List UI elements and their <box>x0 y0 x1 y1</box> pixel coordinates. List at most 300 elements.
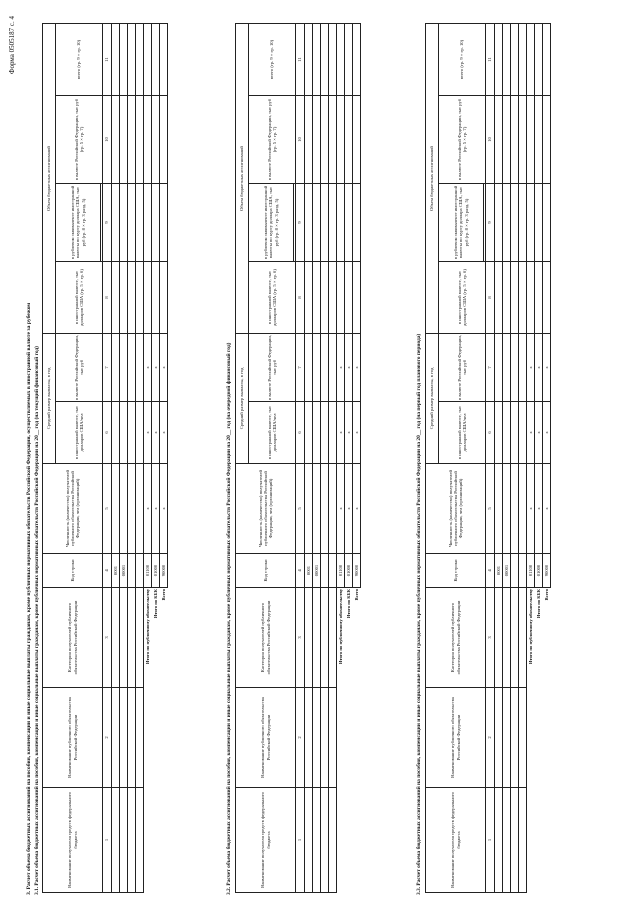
input-cell[interactable] <box>495 262 503 334</box>
input-cell[interactable] <box>535 262 543 334</box>
input-cell[interactable] <box>321 688 329 788</box>
input-cell[interactable] <box>136 96 144 184</box>
input-cell[interactable] <box>321 464 329 554</box>
input-cell[interactable] <box>136 334 144 402</box>
x-cell: x <box>543 464 551 554</box>
input-cell[interactable] <box>160 262 168 334</box>
col-number: 5 <box>296 464 305 554</box>
col-header: Наименование получателя средств федерального бюджета <box>426 788 486 893</box>
col-number: 8 <box>296 262 305 334</box>
row-code: 00001 <box>503 554 511 588</box>
total-label: Всего <box>543 589 549 601</box>
input-cell[interactable] <box>503 184 511 262</box>
x-cell: x <box>160 464 168 554</box>
input-cell[interactable] <box>136 464 144 554</box>
input-cell[interactable] <box>128 402 136 464</box>
total-code: 01000 <box>152 554 160 588</box>
x-cell: x <box>543 402 551 464</box>
input-cell[interactable] <box>495 688 503 788</box>
col-number: 8 <box>103 262 112 334</box>
col-header: в валюте Российской Федерации, тыс руб <box>249 334 296 402</box>
input-cell[interactable] <box>519 688 527 788</box>
input-cell[interactable] <box>329 24 337 96</box>
input-cell[interactable] <box>305 96 313 184</box>
col-number: 3 <box>296 588 305 688</box>
input-cell[interactable] <box>136 402 144 464</box>
input-cell[interactable] <box>128 334 136 402</box>
col-header: всего (гр. 9 + гр. 10) <box>56 24 103 96</box>
input-cell[interactable] <box>511 588 519 688</box>
x-cell: x <box>345 402 353 464</box>
input-cell[interactable] <box>152 262 160 334</box>
form-number: Форма 0505187 с. 4 <box>8 16 16 75</box>
input-cell[interactable] <box>503 402 511 464</box>
total-code: 01000 <box>535 554 543 588</box>
input-cell[interactable] <box>535 24 543 96</box>
input-cell[interactable] <box>128 464 136 554</box>
x-cell: x <box>337 334 345 402</box>
input-cell[interactable] <box>495 334 503 402</box>
col-number: 9 <box>103 184 112 262</box>
col-number: 10 <box>103 96 112 184</box>
col-header: Наименование получателя средств федерального бюджета <box>43 788 103 893</box>
blank-cell <box>345 788 353 893</box>
total-label: Итого по публичному обязательству <box>528 589 534 665</box>
blank-cell <box>144 688 152 788</box>
col-header: Наименование публичного обязательства Российской Федерации <box>236 688 296 788</box>
col-number: 11 <box>103 24 112 96</box>
input-cell[interactable] <box>305 24 313 96</box>
input-cell[interactable] <box>136 788 144 893</box>
x-cell: x <box>353 402 361 464</box>
x-cell: x <box>160 334 168 402</box>
col-number: 4 <box>296 554 305 588</box>
input-cell[interactable] <box>305 184 313 262</box>
input-cell[interactable] <box>503 334 511 402</box>
col-header: в иностранной валюте, тыс долларов США (гр. 5 × гр. 6) <box>439 262 486 334</box>
input-cell[interactable] <box>527 184 535 262</box>
input-cell[interactable] <box>527 262 535 334</box>
input-cell[interactable] <box>321 334 329 402</box>
input-cell[interactable] <box>511 554 519 588</box>
input-cell[interactable] <box>527 24 535 96</box>
col-number: 11 <box>296 24 305 96</box>
group-header: Объем бюджетных ассигнований <box>426 24 439 334</box>
blank-cell <box>152 688 160 788</box>
input-cell[interactable] <box>305 688 313 788</box>
x-cell: x <box>527 402 535 464</box>
col-header: Наименование получателя средств федерального бюджета <box>236 788 296 893</box>
row-code: 0001 <box>305 554 313 588</box>
input-cell[interactable] <box>329 184 337 262</box>
input-cell[interactable] <box>543 24 551 96</box>
col-number: 11 <box>486 24 495 96</box>
col-number: 5 <box>486 464 495 554</box>
col-header: Категория получателей публичного обязательства Российской Федерации <box>426 588 486 688</box>
input-cell[interactable] <box>321 402 329 464</box>
input-cell[interactable] <box>329 554 337 588</box>
col-number: 7 <box>296 334 305 402</box>
col-number: 6 <box>486 402 495 464</box>
total-label: Итого по публичному обязательству <box>338 589 344 665</box>
input-cell[interactable] <box>120 788 128 893</box>
input-cell[interactable] <box>128 262 136 334</box>
row-code: 0001 <box>112 554 120 588</box>
input-cell[interactable] <box>337 262 345 334</box>
input-cell[interactable] <box>128 184 136 262</box>
col-number: 10 <box>486 96 495 184</box>
col-header: в валюте Российской Федерации, тыс руб (гр. 5 × гр. 7) <box>56 96 103 184</box>
input-cell[interactable] <box>329 464 337 554</box>
input-cell[interactable] <box>313 402 321 464</box>
input-cell[interactable] <box>128 24 136 96</box>
col-header: всего (гр. 9 + гр. 10) <box>249 24 296 96</box>
col-header: в валюте Российской Федерации, тыс руб <box>439 334 486 402</box>
x-cell: x <box>144 464 152 554</box>
col-header: Наименование публичного обязательства Российской Федерации <box>43 688 103 788</box>
input-cell[interactable] <box>353 96 361 184</box>
input-cell[interactable] <box>305 788 313 893</box>
input-cell[interactable] <box>305 402 313 464</box>
input-cell[interactable] <box>313 588 321 688</box>
blank-cell <box>527 788 535 893</box>
input-cell[interactable] <box>120 184 128 262</box>
input-cell[interactable] <box>128 788 136 893</box>
col-header: Категория получателей публичного обязательства Российской Федерации <box>43 588 103 688</box>
input-cell[interactable] <box>519 334 527 402</box>
input-cell[interactable] <box>519 788 527 893</box>
col-number: 2 <box>486 688 495 788</box>
input-cell[interactable] <box>313 334 321 402</box>
input-cell[interactable] <box>305 464 313 554</box>
input-cell[interactable] <box>112 24 120 96</box>
input-cell[interactable] <box>120 464 128 554</box>
group-header: Средний размер выплаты, в год <box>43 334 56 464</box>
input-cell[interactable] <box>313 464 321 554</box>
x-cell: x <box>152 464 160 554</box>
input-cell[interactable] <box>313 96 321 184</box>
input-cell[interactable] <box>321 184 329 262</box>
input-cell[interactable] <box>503 688 511 788</box>
calc-table <box>42 23 168 893</box>
col-header: Код строки <box>236 554 296 588</box>
x-cell: x <box>535 464 543 554</box>
input-cell[interactable] <box>495 588 503 688</box>
col-number: 6 <box>103 402 112 464</box>
input-cell[interactable] <box>120 96 128 184</box>
input-cell[interactable] <box>313 24 321 96</box>
col-number: 5 <box>103 464 112 554</box>
input-cell[interactable] <box>503 588 511 688</box>
input-cell[interactable] <box>112 788 120 893</box>
input-cell[interactable] <box>503 96 511 184</box>
col-header: в рублевом эквиваленте иностранной валюты по курсу доллара США, тыс руб (гр. 8 × гр. 3 разд. 5) <box>56 184 101 262</box>
input-cell[interactable] <box>321 96 329 184</box>
input-cell[interactable] <box>112 464 120 554</box>
input-cell[interactable] <box>511 788 519 893</box>
input-cell[interactable] <box>519 184 527 262</box>
input-cell[interactable] <box>353 262 361 334</box>
col-header: в иностранной валюте, тыс долларов США/чел <box>56 402 103 464</box>
col-header: Численность (количество) получателей публичного обязательства Российской Федерации, чел (организаций) <box>43 464 103 554</box>
input-cell[interactable] <box>519 96 527 184</box>
input-cell[interactable] <box>144 96 152 184</box>
input-cell[interactable] <box>527 96 535 184</box>
input-cell[interactable] <box>313 184 321 262</box>
input-cell[interactable] <box>128 688 136 788</box>
input-cell[interactable] <box>511 402 519 464</box>
total-label: Итого по КБК <box>152 589 158 619</box>
x-cell: x <box>535 402 543 464</box>
col-header: Численность (количество) получателей публичного обязательства Российской Федерации, чел (организаций) <box>236 464 296 554</box>
col-number: 9 <box>296 184 305 262</box>
section-subtitle: 3.1. Расчет объема бюджетных ассигнований на пособия, компенсации и иные социальные выплаты гражданам, кроме публичных нормативных обязательств Российской Федерации на 20__ год (на текущий финансовый год) <box>34 346 40 895</box>
input-cell[interactable] <box>112 588 120 688</box>
input-cell[interactable] <box>345 96 353 184</box>
input-cell[interactable] <box>511 184 519 262</box>
group-header: Объем бюджетных ассигнований <box>236 24 249 334</box>
input-cell[interactable] <box>321 24 329 96</box>
col-header: в рублевом эквиваленте иностранной валюты по курсу доллара США, тыс руб (гр. 8 × гр. 3 разд. 5) <box>439 184 484 262</box>
col-number: 7 <box>486 334 495 402</box>
blank-cell <box>353 788 361 893</box>
col-number: 3 <box>103 588 112 688</box>
input-cell[interactable] <box>345 24 353 96</box>
total-label: Всего <box>160 589 166 601</box>
input-cell[interactable] <box>519 554 527 588</box>
col-header: Код строки <box>426 554 486 588</box>
col-header: в иностранной валюте, тыс долларов США (гр. 5 × гр. 6) <box>249 262 296 334</box>
input-cell[interactable] <box>495 184 503 262</box>
blank-cell <box>543 788 551 893</box>
input-cell[interactable] <box>543 262 551 334</box>
input-cell[interactable] <box>503 24 511 96</box>
input-cell[interactable] <box>160 184 168 262</box>
input-cell[interactable] <box>511 262 519 334</box>
input-cell[interactable] <box>511 334 519 402</box>
input-cell[interactable] <box>519 588 527 688</box>
x-cell: x <box>337 402 345 464</box>
input-cell[interactable] <box>136 688 144 788</box>
input-cell[interactable] <box>128 554 136 588</box>
input-cell[interactable] <box>337 96 345 184</box>
section-subtitle: 3.2. Расчет объема бюджетных ассигнований на пособия, компенсации и иные социальные выплаты гражданам, кроме публичных нормативных обязательств Российской Федерации на 20__ год (на очередной финансовый год) <box>226 342 232 895</box>
total-code: 01100 <box>527 554 535 588</box>
x-cell: x <box>527 334 535 402</box>
input-cell[interactable] <box>313 688 321 788</box>
input-cell[interactable] <box>160 24 168 96</box>
total-label: Итого по публичному обязательству <box>145 589 151 665</box>
input-cell[interactable] <box>305 588 313 688</box>
col-number: 2 <box>103 688 112 788</box>
col-number: 1 <box>486 788 495 893</box>
row-code: 0001 <box>495 554 503 588</box>
total-label: Всего <box>353 589 359 601</box>
input-cell[interactable] <box>511 464 519 554</box>
section-title: 3. Расчет объема бюджетных ассигнований на пособия, компенсации и иные социальные выплаты гражданам, кроме публичных нормативных обязательств Российской Федерации, осуществляемых в иностранной валюте за рубежом <box>26 302 32 895</box>
input-cell[interactable] <box>329 688 337 788</box>
col-number: 3 <box>486 588 495 688</box>
input-cell[interactable] <box>136 588 144 688</box>
col-header: Код строки <box>43 554 103 588</box>
input-cell[interactable] <box>345 184 353 262</box>
blank-cell <box>535 788 543 893</box>
input-cell[interactable] <box>495 464 503 554</box>
input-cell[interactable] <box>120 24 128 96</box>
col-header: в иностранной валюте, тыс долларов США/чел <box>439 402 486 464</box>
calc-table <box>425 23 551 893</box>
input-cell[interactable] <box>136 184 144 262</box>
input-cell[interactable] <box>535 96 543 184</box>
input-cell[interactable] <box>511 96 519 184</box>
blank-cell <box>160 688 168 788</box>
input-cell[interactable] <box>329 262 337 334</box>
input-cell[interactable] <box>136 262 144 334</box>
input-cell[interactable] <box>337 24 345 96</box>
col-number: 10 <box>296 96 305 184</box>
input-cell[interactable] <box>495 402 503 464</box>
total-code: 01000 <box>345 554 353 588</box>
col-number: 4 <box>103 554 112 588</box>
input-cell[interactable] <box>345 262 353 334</box>
input-cell[interactable] <box>353 24 361 96</box>
input-cell[interactable] <box>120 588 128 688</box>
section-subtitle: 3.3. Расчет объема бюджетных ассигнований на пособия, компенсации и иные социальные выплаты гражданам, кроме публичных нормативных обязательств Российской Федерации на 20__ год (на первый год планового периода) <box>416 333 422 895</box>
input-cell[interactable] <box>144 184 152 262</box>
input-cell[interactable] <box>313 262 321 334</box>
input-cell[interactable] <box>144 24 152 96</box>
input-cell[interactable] <box>144 262 152 334</box>
input-cell[interactable] <box>321 262 329 334</box>
input-cell[interactable] <box>120 262 128 334</box>
input-cell[interactable] <box>495 788 503 893</box>
blank-cell <box>527 688 535 788</box>
col-number: 4 <box>486 554 495 588</box>
input-cell[interactable] <box>321 788 329 893</box>
x-cell: x <box>353 464 361 554</box>
col-header: Численность (количество) получателей публичного обязательства Российской Федерации, чел (организаций) <box>426 464 486 554</box>
input-cell[interactable] <box>321 588 329 688</box>
input-cell[interactable] <box>519 262 527 334</box>
row-code: 00001 <box>120 554 128 588</box>
input-cell[interactable] <box>495 24 503 96</box>
x-cell: x <box>535 334 543 402</box>
input-cell[interactable] <box>519 24 527 96</box>
group-header: Объем бюджетных ассигнований <box>43 24 56 334</box>
blank-cell <box>345 688 353 788</box>
input-cell[interactable] <box>337 184 345 262</box>
blank-cell <box>337 788 345 893</box>
input-cell[interactable] <box>329 588 337 688</box>
blank-cell <box>337 688 345 788</box>
x-cell: x <box>353 334 361 402</box>
input-cell[interactable] <box>503 464 511 554</box>
input-cell[interactable] <box>329 788 337 893</box>
col-header: в валюте Российской Федерации, тыс руб (гр. 5 × гр. 7) <box>439 96 486 184</box>
input-cell[interactable] <box>112 688 120 788</box>
input-cell[interactable] <box>329 96 337 184</box>
col-header: всего (гр. 9 + гр. 10) <box>439 24 486 96</box>
input-cell[interactable] <box>120 402 128 464</box>
input-cell[interactable] <box>152 184 160 262</box>
x-cell: x <box>543 334 551 402</box>
input-cell[interactable] <box>305 334 313 402</box>
input-cell[interactable] <box>543 96 551 184</box>
input-cell[interactable] <box>543 184 551 262</box>
input-cell[interactable] <box>329 402 337 464</box>
x-cell: x <box>527 464 535 554</box>
input-cell[interactable] <box>136 24 144 96</box>
col-header: в рублевом эквиваленте иностранной валюты по курсу доллара США, тыс руб (гр. 8 × гр. 3 разд. 5) <box>249 184 294 262</box>
col-header: в валюте Российской Федерации, тыс руб <box>56 334 103 402</box>
input-cell[interactable] <box>519 464 527 554</box>
input-cell[interactable] <box>353 184 361 262</box>
x-cell: x <box>345 334 353 402</box>
input-cell[interactable] <box>120 334 128 402</box>
col-number: 1 <box>103 788 112 893</box>
x-cell: x <box>152 402 160 464</box>
total-code: 01100 <box>144 554 152 588</box>
group-header: Средний размер выплаты, в год <box>426 334 439 464</box>
col-number: 9 <box>486 184 495 262</box>
col-number: 2 <box>296 688 305 788</box>
x-cell: x <box>345 464 353 554</box>
input-cell[interactable] <box>313 788 321 893</box>
input-cell[interactable] <box>112 402 120 464</box>
col-number: 7 <box>103 334 112 402</box>
total-label: Итого по КБК <box>345 589 351 619</box>
total-label: Итого по КБК <box>535 589 541 619</box>
input-cell[interactable] <box>112 262 120 334</box>
input-cell[interactable] <box>120 688 128 788</box>
blank-cell <box>353 688 361 788</box>
input-cell[interactable] <box>112 184 120 262</box>
input-cell[interactable] <box>495 96 503 184</box>
input-cell[interactable] <box>511 24 519 96</box>
input-cell[interactable] <box>305 262 313 334</box>
blank-cell <box>152 788 160 893</box>
input-cell[interactable] <box>160 96 168 184</box>
input-cell[interactable] <box>329 334 337 402</box>
x-cell: x <box>144 402 152 464</box>
blank-cell <box>543 688 551 788</box>
col-number: 8 <box>486 262 495 334</box>
input-cell[interactable] <box>128 588 136 688</box>
input-cell[interactable] <box>519 402 527 464</box>
input-cell[interactable] <box>112 334 120 402</box>
col-header: Категория получателей публичного обязательства Российской Федерации <box>236 588 296 688</box>
input-cell[interactable] <box>503 262 511 334</box>
input-cell[interactable] <box>503 788 511 893</box>
input-cell[interactable] <box>321 554 329 588</box>
total-code: 90000 <box>543 554 551 588</box>
col-header: Наименование публичного обязательства Российской Федерации <box>426 688 486 788</box>
input-cell[interactable] <box>136 554 144 588</box>
col-header: в иностранной валюте, тыс долларов США (гр. 5 × гр. 6) <box>56 262 103 334</box>
input-cell[interactable] <box>112 96 120 184</box>
group-header: Средний размер выплаты, в год <box>236 334 249 464</box>
input-cell[interactable] <box>128 96 136 184</box>
input-cell[interactable] <box>152 96 160 184</box>
input-cell[interactable] <box>511 688 519 788</box>
input-cell[interactable] <box>152 24 160 96</box>
total-code: 90000 <box>160 554 168 588</box>
x-cell: x <box>152 334 160 402</box>
col-number: 6 <box>296 402 305 464</box>
x-cell: x <box>337 464 345 554</box>
calc-table <box>235 23 361 893</box>
input-cell[interactable] <box>535 184 543 262</box>
